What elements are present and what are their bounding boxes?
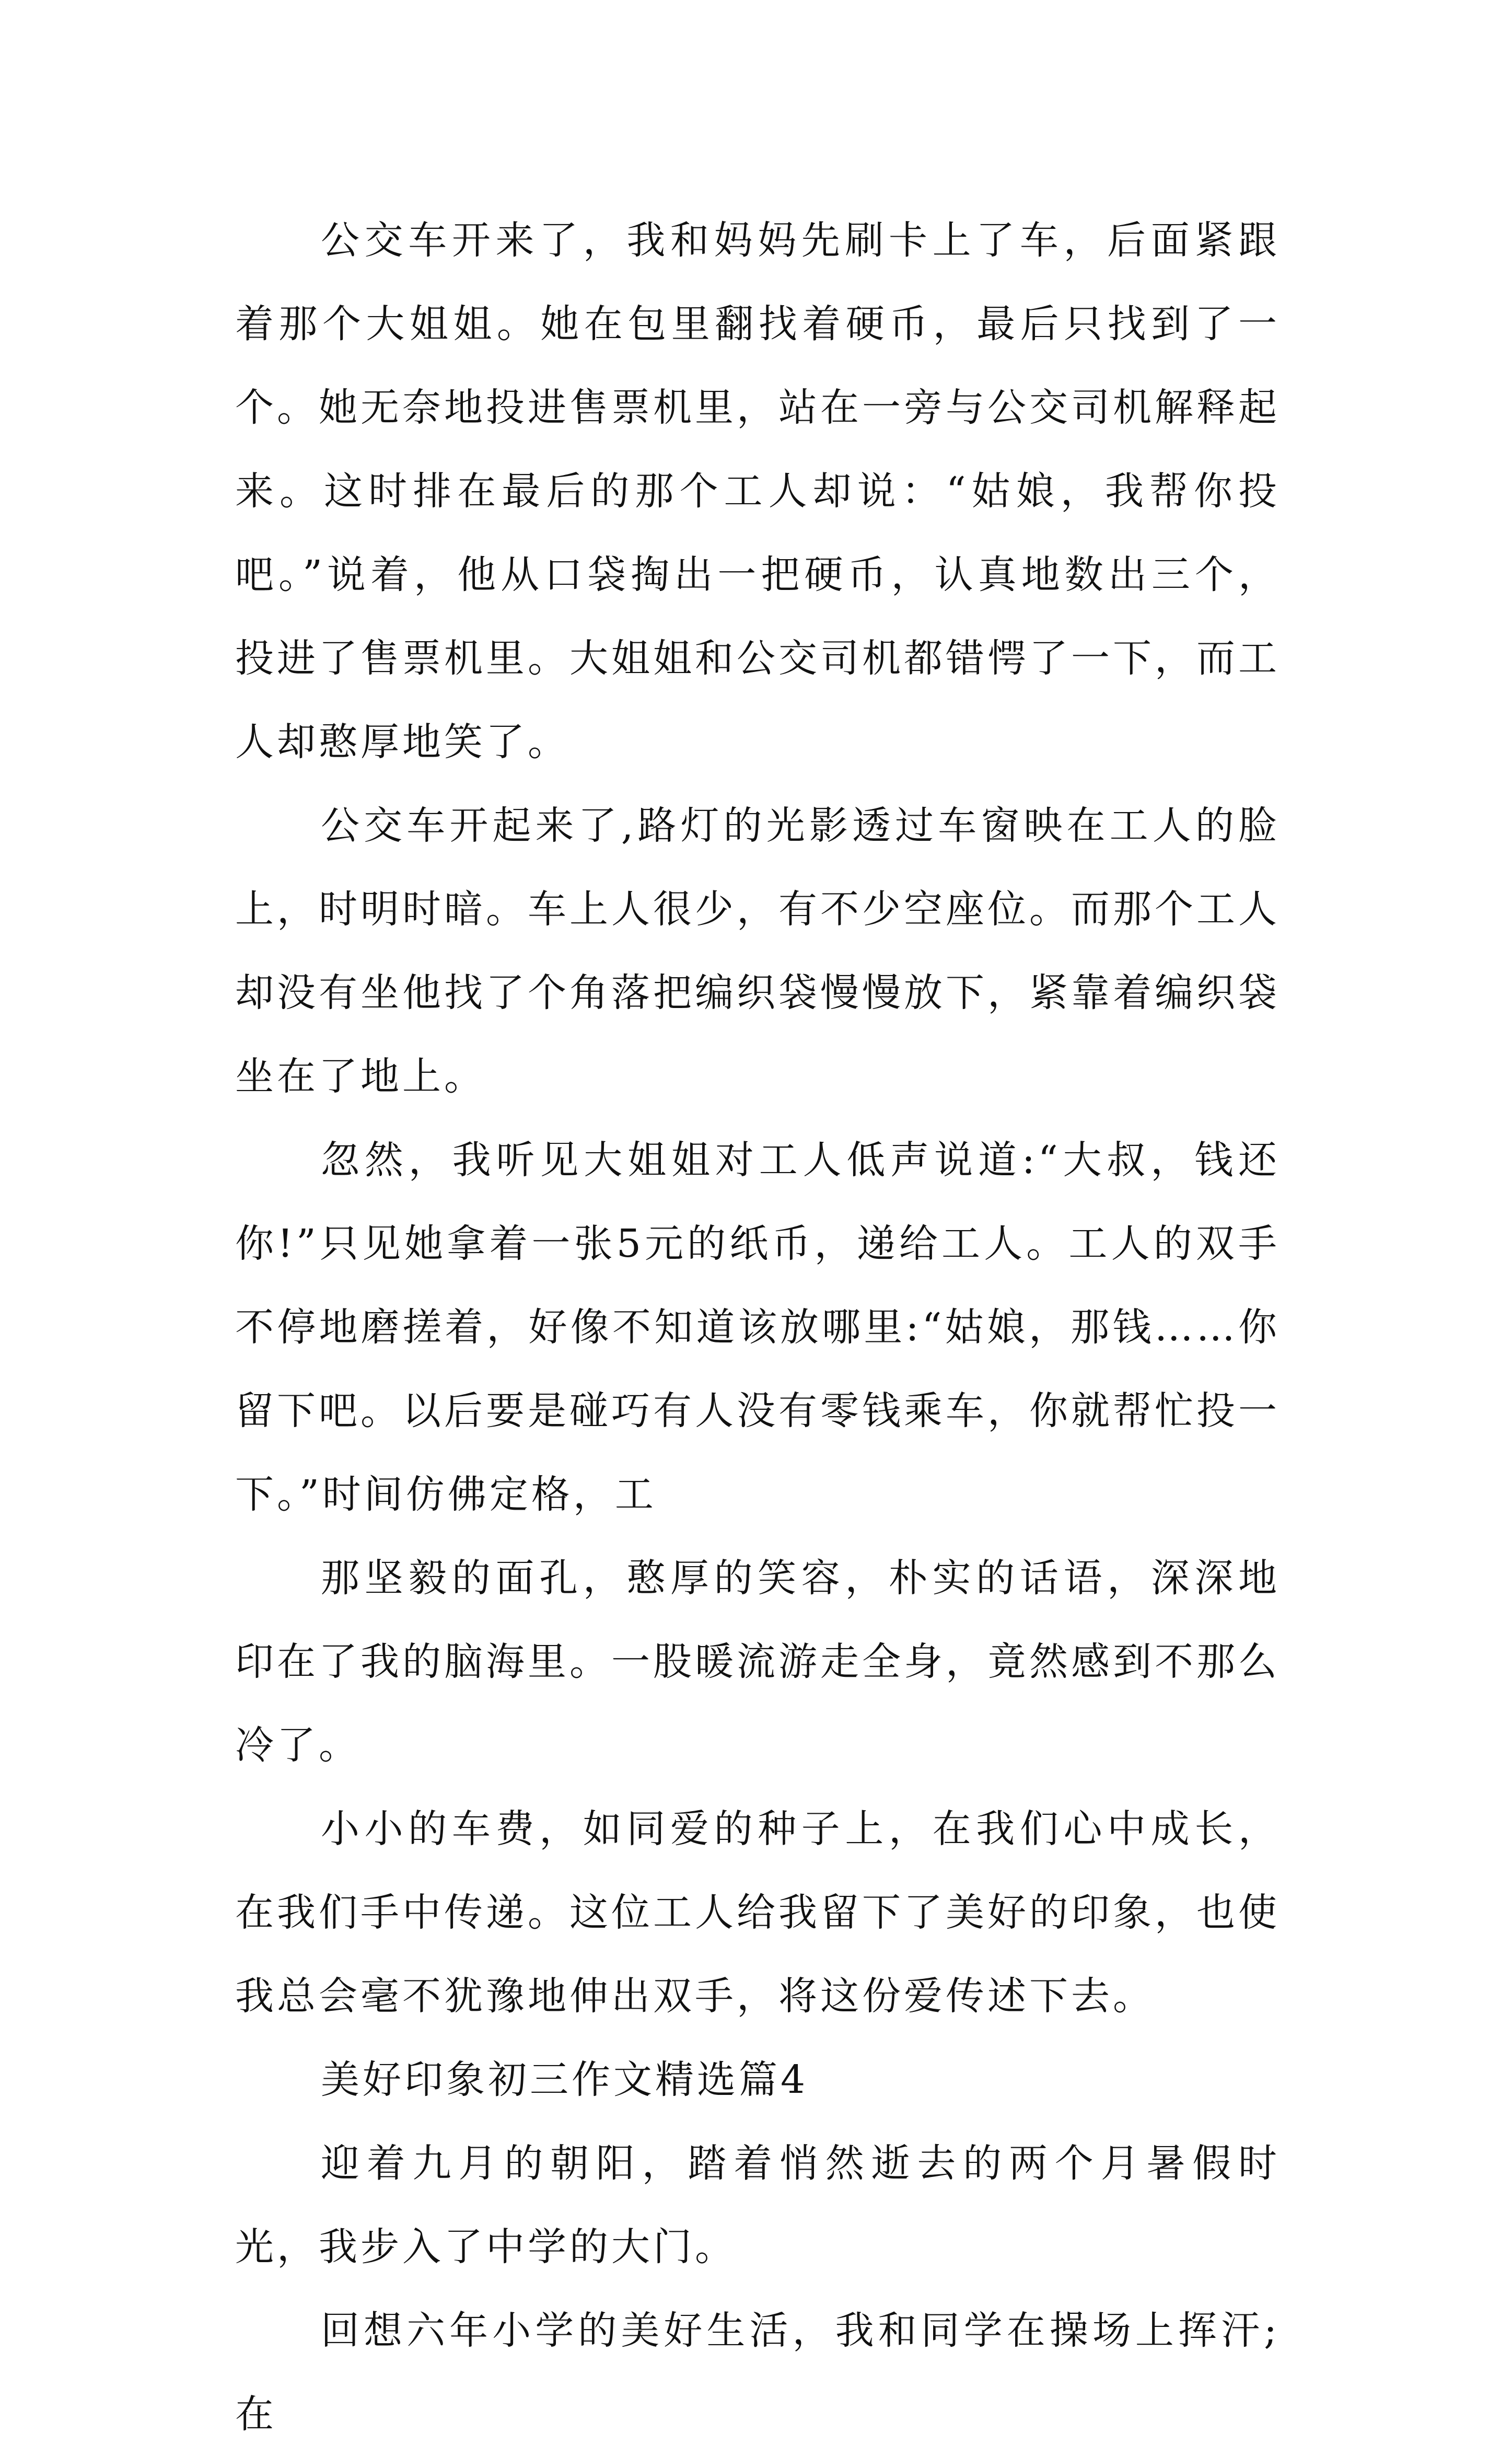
paragraph-bus-moving: 公交车开起来了,路灯的光影透过车窗映在工人的脸上，时明时暗。车上人很少，有不少空座位。而那个工人却没有坐他找了个角落把编织袋慢慢放下，紧靠着编织袋坐在了地上。 [235, 803, 1280, 1099]
paragraph-middle-school: 迎着九月的朝阳，踏着悄然逝去的两个月暑假时光，我步入了中学的大门。 [235, 2141, 1280, 2269]
paragraph-passing-love: 小小的车费，如同爱的种子上，在我们心中成长，在我们手中传递。这位工人给我留下了美好的印象，也使我总会毫不犹豫地伸出双手，将这份爱传述下去。 [235, 1806, 1280, 2019]
paragraph-money-returned: 忽然，我听见大姐姐对工人低声说道:“大叔，钱还你!”只见她拿着一张5元的纸币，递给工人。工人的双手不停地磨搓着，好像不知道该放哪里:“姑娘，那钱……你留下吧。以后要是碰巧有人没有零钱乘车，你就帮忙投一下。”时间仿佛定格，工 [235, 1138, 1280, 1517]
document-body [235, 199, 1280, 2456]
paragraph-primary-memories: 回想六年小学的美好生活，我和同学在操场上挥汗;在 [235, 2308, 1280, 2437]
paragraph-impression: 那坚毅的面孔，憨厚的笑容，朴实的话语，深深地印在了我的脑海里。一股暖流游走全身，竟然感到不那么冷了。 [235, 1556, 1280, 1768]
paragraph-bus-arrives: 公交车开来了，我和妈妈先刷卡上了车，后面紧跟着那个大姐姐。她在包里翻找着硬币，最后只找到了一个。她无奈地投进售票机里，站在一旁与公交司机解释起来。这时排在最后的那个工人却说：“姑娘，我帮你投吧。”说着，他从口袋掏出一把硬币，认真地数出三个，投进了售票机里。大姐姐和公交司机都错愕了一下，而工人却憨厚地笑了。 [235, 218, 1280, 764]
essay-heading: 美好印象初三作文精选篇4 [321, 2057, 809, 2102]
